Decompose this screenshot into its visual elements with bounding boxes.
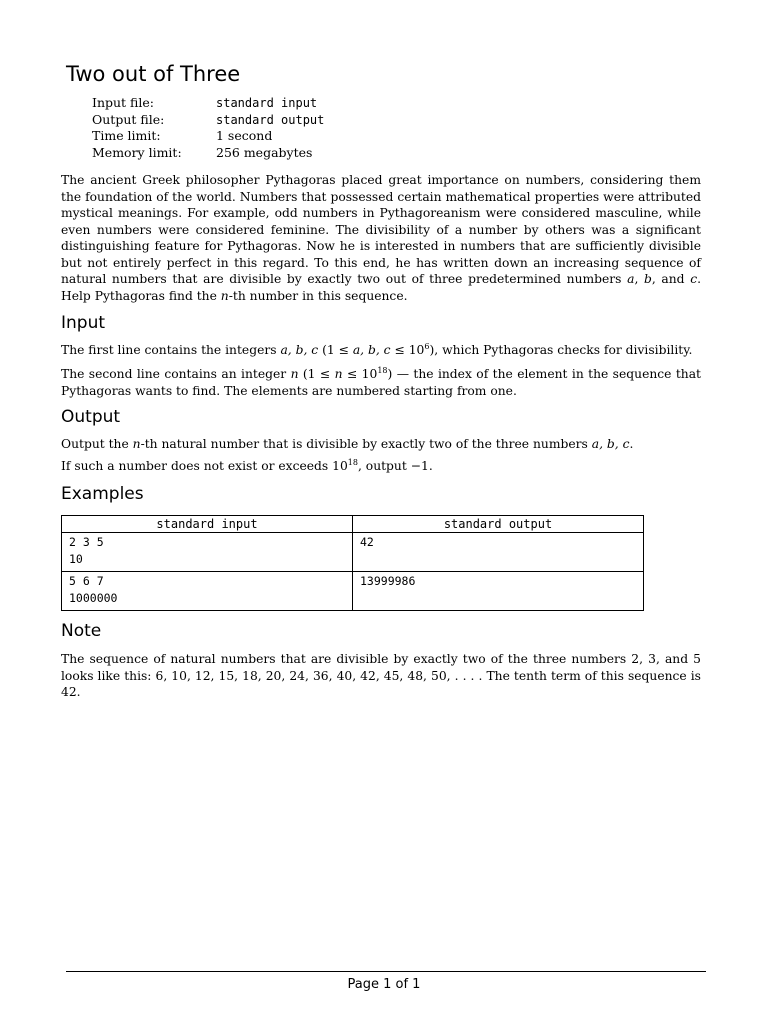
col-header-output: standard output xyxy=(353,516,644,533)
input-vars: a, b, c xyxy=(352,343,391,357)
output-text: . xyxy=(629,437,634,451)
examples-heading: Examples xyxy=(61,484,144,504)
output-text: -th natural number that is divisible by exactly two of the three numbers xyxy=(140,437,592,451)
input-text: (1 ≤ xyxy=(298,367,335,381)
meta-value: standard output xyxy=(216,112,325,127)
meta-label: Input file: xyxy=(92,95,154,110)
input-line-2 xyxy=(61,366,701,399)
meta-row-time-limit xyxy=(92,128,324,145)
note-heading: Note xyxy=(61,621,102,641)
input-text: The second line contains an integer xyxy=(61,367,291,381)
output-line-1 xyxy=(61,436,701,453)
exponent: 6 xyxy=(424,341,430,351)
meta-row-memory-limit xyxy=(92,145,324,162)
meta-value: 256 megabytes xyxy=(216,144,313,160)
example-input: 5 6 7 1000000 xyxy=(62,572,353,611)
statement-text: , and xyxy=(651,272,691,286)
output-vars: a, b, c xyxy=(591,437,630,451)
meta-label: Output file: xyxy=(92,111,165,127)
page-number: Page 1 of 1 xyxy=(347,977,421,992)
meta-label: Time limit: xyxy=(92,128,161,143)
statement-text: The ancient Greek philosopher Pythagoras placed great importance on numbers, considering them the foundation of the world. Numbers that possessed certain mathematical properties were attributed mystical meanings. For example, odd numbers in Pythagoreanism were considered masculine, while even numbers were considered feminine. The divisibility of a number by others was a significant distinguishing feature for Pythagoras. Now he is interested in numbers that are sufficiently divisible but not entirely perfect in this regard. To this end, he has written down an increasing sequence of natural numbers that are divisible by exactly two out of three predetermined numbers xyxy=(61,173,701,286)
input-text: ), which Pythagoras checks for divisibility. xyxy=(429,343,693,357)
var-c: c xyxy=(690,272,698,286)
input-text: The first line contains the integers xyxy=(61,343,281,357)
statement-text: . Help Pythagoras find the xyxy=(61,272,701,303)
problem-limits xyxy=(92,95,324,161)
examples-table xyxy=(61,515,644,611)
output-text: , output −1. xyxy=(357,459,433,473)
exponent: 18 xyxy=(347,457,358,467)
statement-paragraph xyxy=(61,172,701,304)
output-heading: Output xyxy=(61,407,121,427)
output-var-n: n xyxy=(132,437,141,451)
meta-row-input-file xyxy=(92,95,324,112)
var-a: a xyxy=(627,272,635,286)
input-heading: Input xyxy=(61,313,106,333)
input-text: (1 ≤ xyxy=(318,343,353,357)
footer-divider xyxy=(66,971,706,972)
output-text: If such a number does not exist or exceeds 10 xyxy=(61,459,348,473)
input-vars: a, b, c xyxy=(280,343,319,357)
input-text: ≤ 10 xyxy=(390,343,425,357)
exponent: 18 xyxy=(377,365,388,375)
table-header-row xyxy=(62,516,644,533)
output-line-2 xyxy=(61,458,701,475)
table-row xyxy=(62,572,644,611)
var-n: n xyxy=(220,288,229,303)
table-row xyxy=(62,533,644,572)
col-header-input: standard input xyxy=(62,516,353,533)
output-text: Output the xyxy=(61,437,133,451)
meta-value: standard input xyxy=(216,96,318,110)
example-output: 42 xyxy=(353,533,644,572)
meta-row-output-file xyxy=(92,112,324,129)
input-text: ≤ 10 xyxy=(342,367,378,381)
meta-value: 1 second xyxy=(216,128,273,143)
statement-text: -th number in this sequence. xyxy=(228,288,408,303)
input-text: ) — the index of the element in the sequence that Pythagoras wants to find. The elements are numbered starting from one. xyxy=(61,367,701,398)
input-var-n: n xyxy=(334,367,343,381)
example-input: 2 3 5 10 xyxy=(62,533,353,572)
meta-label: Memory limit: xyxy=(92,144,182,160)
problem-title: Two out of Three xyxy=(66,62,241,86)
example-output: 13999986 xyxy=(353,572,644,611)
input-line-1 xyxy=(61,342,701,359)
statement-text: , xyxy=(634,272,645,286)
input-var-n: n xyxy=(290,367,299,381)
var-b: b xyxy=(644,272,652,286)
note-paragraph: The sequence of natural numbers that are divisible by exactly two of the three numbers 2, 3, and 5 looks like this: 6, 10, 12, 15, 18, 20, 24, 36, 40, 42, 45, 48, 50, . . . . The tenth term of this sequence is 42. xyxy=(61,652,701,699)
